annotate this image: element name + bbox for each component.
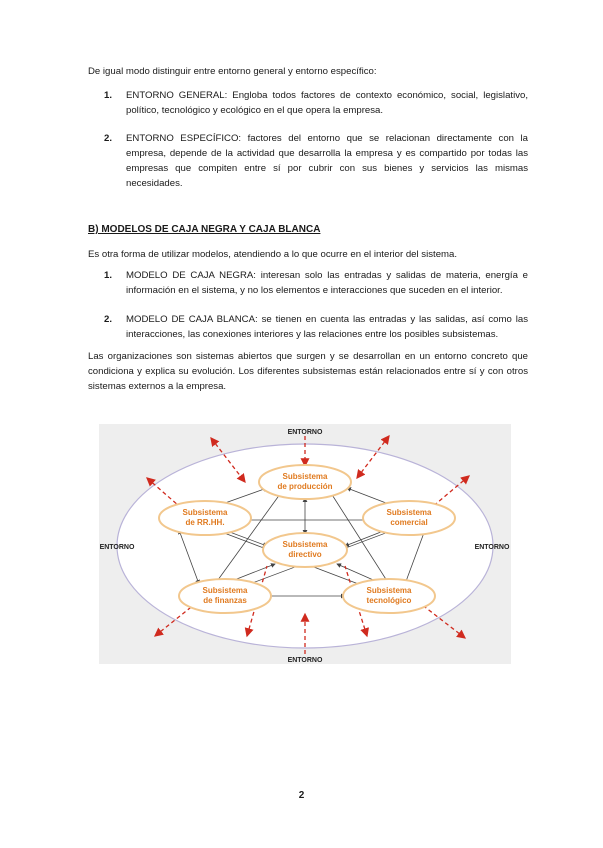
paragraph: Las organizaciones son sistemas abiertos que surgen y se desarrollan en un entorno concreto que condiciona y explica su evolución. Los diferentes subsistemas están relacionados entre sí y con otros sistemas externos a la empresa. [88,351,528,392]
list-item [104,268,528,298]
list-item [104,88,528,118]
node-label: directivo [288,550,322,559]
page-number: 2 [298,790,305,801]
paragraph: Es otra forma de utilizar modelos, atendiendo a lo que ocurre en el interior del sistema. [88,249,458,260]
list-number: 2. [104,133,113,144]
list-item [104,312,528,342]
entorno-label: ENTORNO [474,544,510,551]
node-label: Subsistema [282,472,328,481]
section-heading: B) MODELOS DE CAJA NEGRA Y CAJA BLANCA [88,224,321,235]
node-label: comercial [390,518,428,527]
list-text: MODELO DE CAJA BLANCA: se tienen en cuenta las entradas y las salidas, así como las interacciones, las conexiones interiores y las relaciones entre los posibles subsistemas. [126,314,528,340]
entorno-label: ENTORNO [287,429,323,436]
systems-diagram [99,424,511,664]
node-label: Subsistema [182,508,228,517]
node-label: tecnológico [366,596,412,605]
node-label: de producción [277,482,333,491]
node-label: Subsistema [202,586,248,595]
list-text: MODELO DE CAJA NEGRA: interesan solo las entradas y salidas de materia, energía e información en el sistema, y no los elementos e interacciones que suceden en el interior. [126,270,528,296]
list-number: 1. [104,90,113,101]
list-number: 1. [104,270,113,281]
node-label: Subsistema [282,540,328,549]
intro-paragraph: De igual modo distinguir entre entorno general y entorno específico: [88,66,377,77]
list-item [104,131,528,191]
list-text: ENTORNO ESPECÍFICO: factores del entorno que se relacionan directamente con la empresa, depende de la actividad que desarrolla la empresa y es compartido por todas las empresas que compiten entre sí por cubrir con sus bienes y servicios las mismas necesidades. [126,133,528,189]
list-number: 2. [104,314,113,325]
entorno-label: ENTORNO [287,657,323,664]
node-label: Subsistema [386,508,432,517]
entorno-label: ENTORNO [99,544,135,551]
node-label: de finanzas [203,596,247,605]
node-label: de RR.HH. [185,518,225,527]
node-label: Subsistema [366,586,412,595]
list-text: ENTORNO GENERAL: Engloba todos factores de contexto económico, social, legislativo, político, tecnológico y ecológico en el que opera la empresa. [126,90,528,116]
